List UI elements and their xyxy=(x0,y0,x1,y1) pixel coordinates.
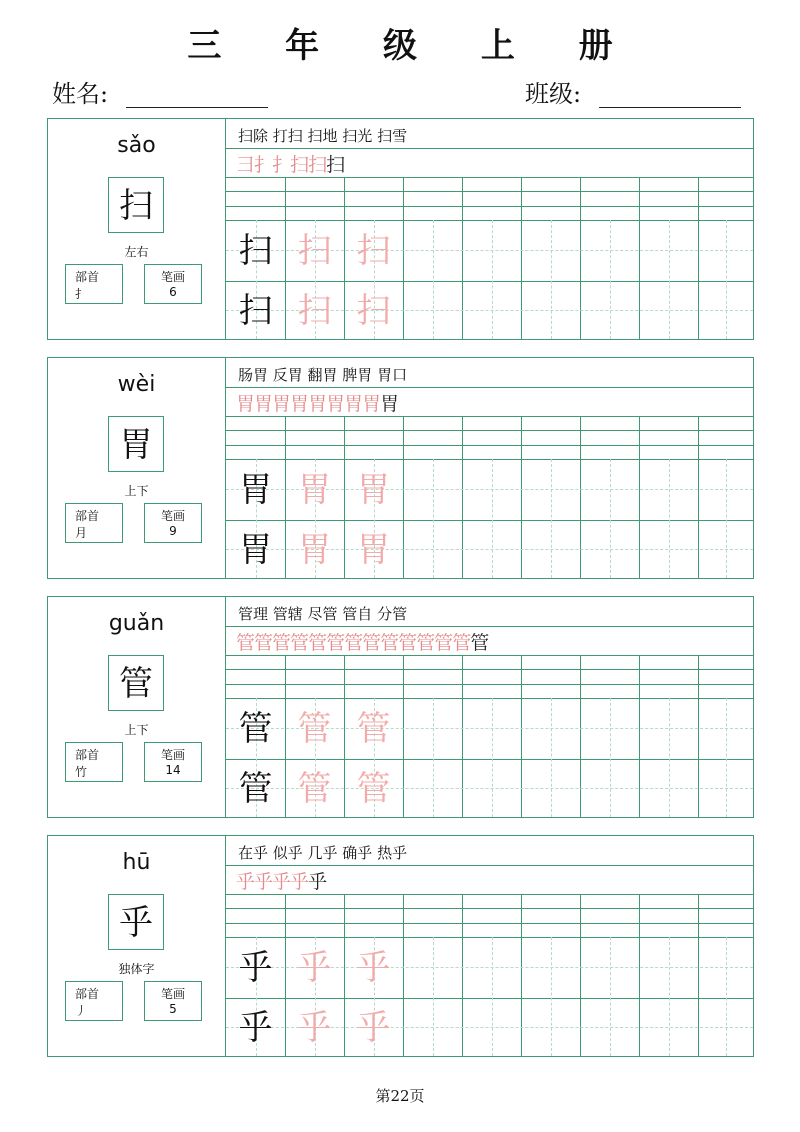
vocabulary-words: 管理 管辖 尽管 管自 分管 xyxy=(238,605,408,623)
stroke-count-box xyxy=(144,264,202,304)
stroke-step: 管 xyxy=(416,632,435,654)
stroke-count-value: 14 xyxy=(165,763,181,777)
grid-line xyxy=(462,655,463,817)
grid-line xyxy=(639,894,640,1056)
guide-line xyxy=(726,459,727,578)
stroke-order-sequence xyxy=(236,867,326,894)
radical-box xyxy=(65,264,123,304)
practice-grid xyxy=(226,119,753,339)
radical-value: 丿 xyxy=(75,1004,88,1018)
character-card xyxy=(47,596,754,818)
class-blank-line[interactable] xyxy=(599,85,741,108)
stroke-count-value: 6 xyxy=(169,285,177,299)
guide-line xyxy=(551,937,552,1056)
stroke-count-label: 笔画 xyxy=(160,987,185,1001)
guide-line xyxy=(551,698,552,817)
model-character: 管 xyxy=(108,655,164,711)
stroke-step: 管 xyxy=(236,632,255,654)
character-info-panel xyxy=(48,358,226,578)
trace-character: 乎 xyxy=(356,948,391,988)
pinyin: wèi xyxy=(117,372,156,397)
grid-line xyxy=(226,430,753,431)
radical-box xyxy=(65,981,123,1021)
stroke-step: 乎 xyxy=(290,871,309,893)
stroke-step: 扌 xyxy=(254,154,273,176)
stroke-count-label: 笔画 xyxy=(160,748,185,762)
grid-line xyxy=(580,655,581,817)
guide-line xyxy=(669,220,670,339)
grid-line xyxy=(226,220,753,221)
grid-line xyxy=(698,177,699,339)
grid-line xyxy=(639,177,640,339)
stroke-step: 胃 xyxy=(362,393,381,415)
guide-line xyxy=(551,220,552,339)
guide-line xyxy=(726,937,727,1056)
grid-line xyxy=(462,894,463,1056)
grid-line xyxy=(580,177,581,339)
class-label: 班级: xyxy=(525,80,582,108)
grid-line xyxy=(226,177,753,178)
grid-line xyxy=(639,416,640,578)
pinyin: sǎo xyxy=(117,133,156,158)
radical-value: 月 xyxy=(75,526,88,540)
stroke-order-sequence xyxy=(236,628,488,655)
grid-line xyxy=(639,655,640,817)
stroke-step: 管 xyxy=(380,632,399,654)
model-character: 扫 xyxy=(108,177,164,233)
grid-line xyxy=(226,894,753,895)
model-character: 管 xyxy=(238,769,273,809)
grid-line xyxy=(698,894,699,1056)
guide-line xyxy=(433,698,434,817)
radical-value: 竹 xyxy=(75,765,88,779)
practice-grid xyxy=(226,836,753,1056)
trace-character: 乎 xyxy=(356,1008,391,1048)
model-character: 胃 xyxy=(238,530,273,570)
grid-line xyxy=(521,177,522,339)
guide-line xyxy=(726,220,727,339)
stroke-step: 扫 xyxy=(308,154,327,176)
trace-character: 胃 xyxy=(297,530,332,570)
stroke-step: 管 xyxy=(308,632,327,654)
stroke-count-label: 笔画 xyxy=(160,509,185,523)
stroke-step: 胃 xyxy=(236,393,255,415)
trace-character: 扫 xyxy=(356,291,391,331)
page-title: 三 年 级 上 册 xyxy=(187,26,639,66)
practice-grid xyxy=(226,597,753,817)
stroke-step: 管 xyxy=(362,632,381,654)
stroke-step: 乎 xyxy=(236,871,255,893)
stroke-step: 乎 xyxy=(272,871,291,893)
stroke-step: 管 xyxy=(452,632,471,654)
grid-line xyxy=(521,655,522,817)
stroke-order-sequence xyxy=(236,389,398,416)
character-card xyxy=(47,357,754,579)
vocabulary-words: 在乎 似乎 几乎 确乎 热乎 xyxy=(238,844,408,862)
structure-label: 左右 xyxy=(124,245,149,259)
structure-label: 独体字 xyxy=(118,962,155,976)
grid-line xyxy=(698,416,699,578)
grid-line xyxy=(580,416,581,578)
stroke-count-value: 5 xyxy=(169,1002,177,1016)
trace-character: 胃 xyxy=(297,470,332,510)
stroke-step: 胃 xyxy=(272,393,291,415)
guide-line xyxy=(726,698,727,817)
grid-line xyxy=(403,416,404,578)
grid-line xyxy=(226,908,753,909)
radical-box xyxy=(65,742,123,782)
pinyin: guǎn xyxy=(108,611,165,636)
radical-label: 部首 xyxy=(75,509,100,523)
stroke-step: 管 xyxy=(290,632,309,654)
stroke-step: 扫 xyxy=(326,154,345,176)
trace-character: 扫 xyxy=(297,231,332,271)
grid-line xyxy=(226,698,753,699)
model-character: 管 xyxy=(238,709,273,749)
stroke-count-box xyxy=(144,742,202,782)
grid-line xyxy=(226,626,753,627)
stroke-step: 胃 xyxy=(308,393,327,415)
radical-label: 部首 xyxy=(75,987,100,1001)
name-blank-line[interactable] xyxy=(126,85,268,108)
guide-line xyxy=(492,698,493,817)
stroke-step: 扫 xyxy=(290,154,309,176)
stroke-step: 管 xyxy=(326,632,345,654)
stroke-step: 管 xyxy=(344,632,363,654)
guide-line xyxy=(433,220,434,339)
trace-character: 管 xyxy=(356,709,391,749)
grid-line xyxy=(226,416,753,417)
stroke-count-value: 9 xyxy=(169,524,177,538)
guide-line xyxy=(610,459,611,578)
guide-line xyxy=(669,698,670,817)
stroke-step: 管 xyxy=(470,632,489,654)
guide-line xyxy=(610,220,611,339)
stroke-count-box xyxy=(144,503,202,543)
stroke-count-box xyxy=(144,981,202,1021)
trace-character: 乎 xyxy=(297,948,332,988)
guide-line xyxy=(610,937,611,1056)
vocabulary-words: 肠胃 反胃 翻胃 脾胃 胃口 xyxy=(238,366,408,384)
radical-label: 部首 xyxy=(75,270,100,284)
grid-line xyxy=(403,177,404,339)
grid-line xyxy=(226,148,753,149)
vocabulary-words: 扫除 打扫 扫地 扫光 扫雪 xyxy=(238,127,408,145)
stroke-step: 彐 xyxy=(236,154,255,176)
grid-line xyxy=(226,684,753,685)
guide-line xyxy=(610,698,611,817)
grid-line xyxy=(403,894,404,1056)
stroke-step: 乎 xyxy=(254,871,273,893)
guide-line xyxy=(492,459,493,578)
guide-line xyxy=(492,220,493,339)
radical-box xyxy=(65,503,123,543)
model-character: 乎 xyxy=(238,948,273,988)
model-character: 扫 xyxy=(238,291,273,331)
pinyin: hū xyxy=(122,850,151,875)
grid-line xyxy=(226,923,753,924)
class-field[interactable] xyxy=(525,74,741,109)
trace-character: 乎 xyxy=(297,1008,332,1048)
grid-line xyxy=(521,416,522,578)
practice-grid xyxy=(226,358,753,578)
grid-line xyxy=(226,459,753,460)
stroke-step: 胃 xyxy=(344,393,363,415)
guide-line xyxy=(669,459,670,578)
model-character: 胃 xyxy=(108,416,164,472)
grid-line xyxy=(462,416,463,578)
stroke-step: 乎 xyxy=(308,871,327,893)
trace-character: 胃 xyxy=(356,530,391,570)
structure-label: 上下 xyxy=(124,723,149,737)
page-number: 第22页 xyxy=(375,1087,425,1105)
guide-line xyxy=(492,937,493,1056)
model-character: 扫 xyxy=(238,231,273,271)
stroke-step: 管 xyxy=(434,632,453,654)
trace-character: 管 xyxy=(356,769,391,809)
trace-character: 扫 xyxy=(356,231,391,271)
stroke-step: 管 xyxy=(398,632,417,654)
trace-character: 管 xyxy=(297,709,332,749)
grid-line xyxy=(226,387,753,388)
structure-label: 上下 xyxy=(124,484,149,498)
stroke-step: 管 xyxy=(254,632,273,654)
model-character: 乎 xyxy=(108,894,164,950)
grid-line xyxy=(698,655,699,817)
guide-line xyxy=(433,937,434,1056)
grid-line xyxy=(462,177,463,339)
grid-line xyxy=(403,655,404,817)
guide-line xyxy=(433,459,434,578)
model-character: 胃 xyxy=(238,470,273,510)
name-label: 姓名: xyxy=(52,80,109,108)
radical-value: 扌 xyxy=(75,287,88,301)
model-character: 乎 xyxy=(238,1008,273,1048)
grid-line xyxy=(226,655,753,656)
character-card xyxy=(47,118,754,340)
trace-character: 管 xyxy=(297,769,332,809)
character-info-panel xyxy=(48,597,226,817)
character-info-panel xyxy=(48,836,226,1056)
grid-line xyxy=(226,865,753,866)
trace-character: 扫 xyxy=(297,291,332,331)
grid-line xyxy=(226,191,753,192)
character-info-panel xyxy=(48,119,226,339)
grid-line xyxy=(226,937,753,938)
stroke-step: 扌 xyxy=(272,154,291,176)
guide-line xyxy=(669,937,670,1056)
grid-line xyxy=(226,206,753,207)
stroke-step: 管 xyxy=(272,632,291,654)
stroke-order-sequence xyxy=(236,150,344,177)
character-card xyxy=(47,835,754,1057)
stroke-step: 胃 xyxy=(254,393,273,415)
stroke-count-label: 笔画 xyxy=(160,270,185,284)
radical-label: 部首 xyxy=(75,748,100,762)
trace-character: 胃 xyxy=(356,470,391,510)
grid-line xyxy=(226,445,753,446)
name-field[interactable] xyxy=(52,74,268,109)
guide-line xyxy=(551,459,552,578)
grid-line xyxy=(226,669,753,670)
stroke-step: 胃 xyxy=(290,393,309,415)
stroke-step: 胃 xyxy=(380,393,399,415)
stroke-step: 胃 xyxy=(326,393,345,415)
grid-line xyxy=(521,894,522,1056)
grid-line xyxy=(580,894,581,1056)
